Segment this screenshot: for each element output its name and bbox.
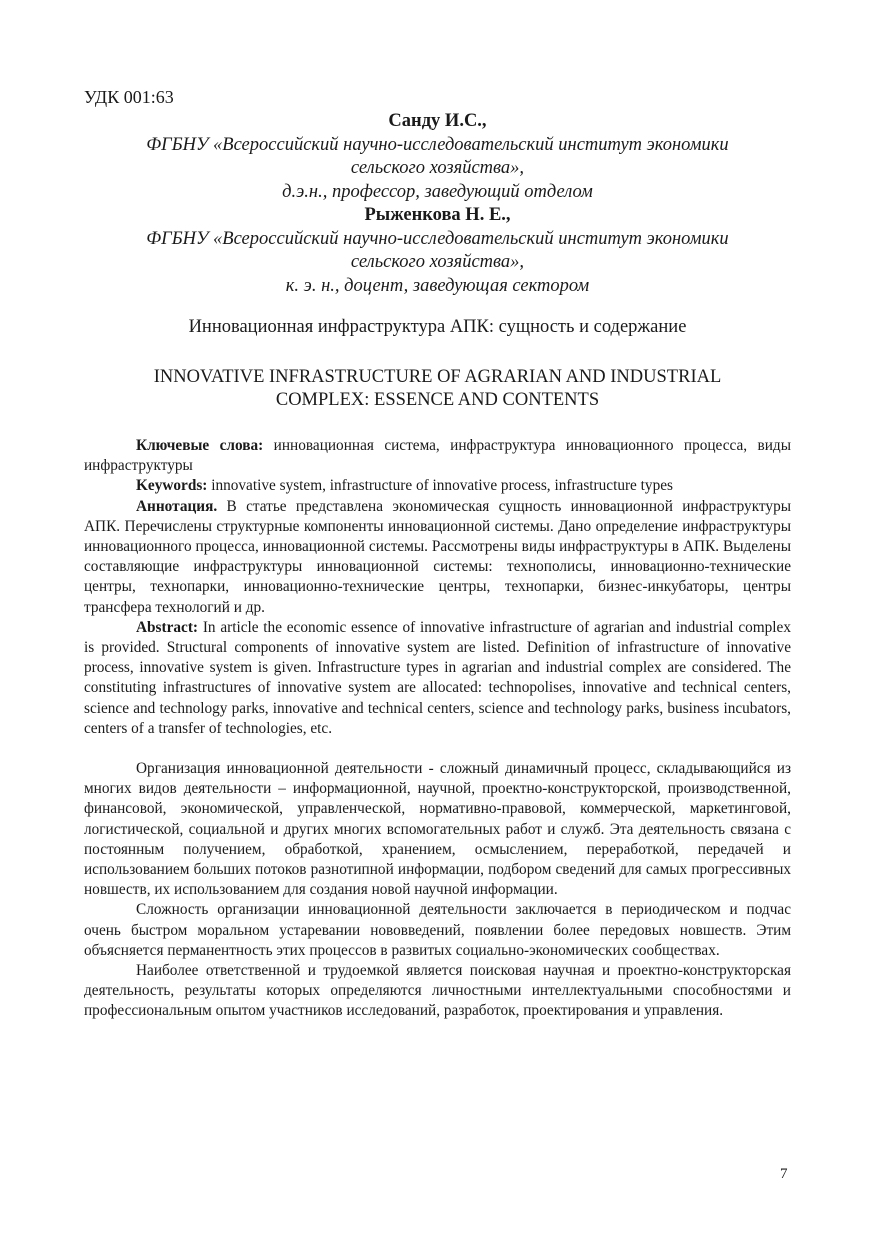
author-position: к. э. н., доцент, заведующая сектором xyxy=(285,275,590,296)
paper-page xyxy=(84,86,791,1022)
author-affiliation: ФГБНУ «Всероссийский научно-исследовательский институт экономики xyxy=(146,134,729,155)
author-affiliation: ФГБНУ «Всероссийский научно-исследовательский институт экономики xyxy=(146,228,729,249)
annotation-ru-text: В статье представлена экономическая сущность инновационной инфраструктуры АПК. Перечислены структурные компоненты инновационной системы. Дано определение инфраструктуры инновационного процесса, инновационной системы. Рассмотрены виды инфраструктуры в АПК. Выделены составляющие инфраструктуры инновационной системы: технополисы, инновационно-технические центры, технопарки, инновационно-технические центры, технопарки, бизнес-инкубаторы, центры трансфера технологий и др. xyxy=(84,497,791,616)
authors-block xyxy=(84,110,791,298)
title-english-line: INNOVATIVE INFRASTRUCTURE OF AGRARIAN AND INDUSTRIAL xyxy=(153,367,722,387)
title-english-line: COMPLEX: ESSENCE AND CONTENTS xyxy=(275,390,600,410)
udk-code: УДК 001:63 xyxy=(84,87,174,107)
body-paragraph: Сложность организации инновационной деятельности заключается в периодическом и подчас очень быстром моральном устаревании нововведений, появлении более передовых новшеств. Этим объясняется перманентность этих процессов в развитых социально-экономических сообществах. xyxy=(84,901,791,959)
keywords-en-label: Keywords: xyxy=(136,477,208,495)
keywords-ru xyxy=(84,436,791,476)
annotation-ru xyxy=(84,497,791,618)
annotation-ru-label: Аннотация. xyxy=(136,497,218,515)
body-paragraph: Организация инновационной деятельности - сложный динамичный процесс, складывающийся из многих видов деятельности – информационной, научной, проектно-конструкторской, производственной, финансовой, экономической, управленческой, нормативно-правовой, коммерческой, маркетинговой, логистической, социальной и других многих вспомогательных работ и служб. Эта деятельность связана с постоянным получением, обработкой, хранением, осмыслением, переработкой, передачей и использованием больших потоков разнотипной информации, подбором сведений для самых прогрессивных новшеств, их использованием для создания новой научной информации. xyxy=(84,760,791,899)
body-text xyxy=(84,759,791,1022)
abstract-section xyxy=(84,436,791,739)
keywords-en xyxy=(84,476,791,496)
keywords-ru-label: Ключевые слова: xyxy=(136,437,264,454)
keywords-en-text: innovative system, infrastructure of innovative process, infrastructure types xyxy=(211,477,673,495)
body-paragraph: Наиболее ответственной и трудоемкой является поисковая научная и проектно-конструкторская деятельность, результаты которых определяются личностными интеллектуальными способностями и профессиональным опытом участников исследований, разработок, проектирования и управления. xyxy=(84,962,791,1020)
title-russian: Инновационная инфраструктура АПК: сущность и содержание xyxy=(188,317,687,337)
author-affiliation: сельского хозяйства», xyxy=(350,252,525,272)
keywords-ru-text: инновационная система, инфраструктура инновационного процесса, виды инфраструктуры xyxy=(84,437,791,475)
author-name: Санду И.С., xyxy=(388,111,487,131)
abstract-en-text: In article the economic essence of innovative infrastructure of agrarian and industrial complex is provided. Structural components of innovative system are listed. Definition of infrastructure of innovative process, innovative system is given. Infrastructure types in agrarian and industrial complex are considered. The constituting infrastructures of innovative system are allocated: technopolises, innovative and technical centers, science and technology parks, innovative and technical centers, science and technology parks, business incubators, centers of a transfer of technologies, etc. xyxy=(84,618,791,737)
author-affiliation: сельского хозяйства», xyxy=(350,158,525,178)
abstract-en-label: Abstract: xyxy=(136,618,199,636)
author-name: Рыженкова Н. Е., xyxy=(364,205,511,225)
page-number: 7 xyxy=(780,1166,788,1182)
title-english xyxy=(84,366,791,412)
author-position: д.э.н., профессор, заведующий отделом xyxy=(282,181,593,202)
abstract-en xyxy=(84,618,791,739)
